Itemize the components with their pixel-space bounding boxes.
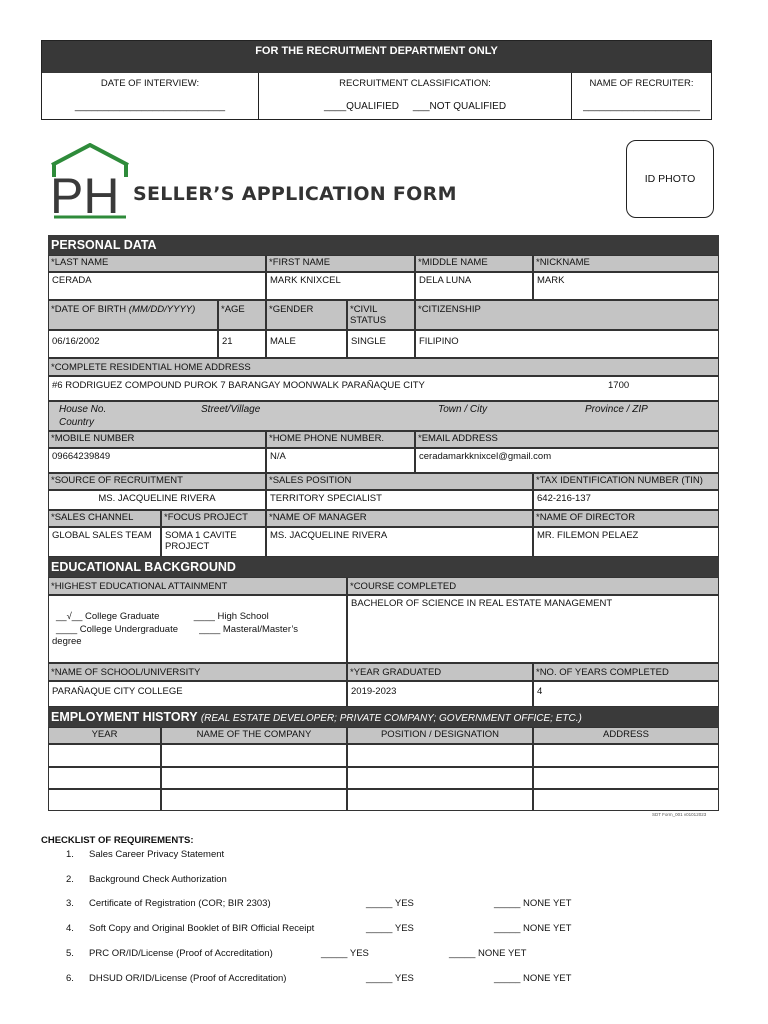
emp-cell[interactable] xyxy=(347,789,533,811)
emp-cell[interactable] xyxy=(48,789,161,811)
source-value[interactable]: MS. JACQUELINE RIVERA xyxy=(48,490,266,510)
emp-cell[interactable] xyxy=(533,744,719,767)
interview-date-field[interactable]: ___________________________ xyxy=(74,101,226,112)
tin-value[interactable]: 642-216-137 xyxy=(533,490,719,510)
course-label: *COURSE COMPLETED xyxy=(347,577,719,595)
form-code: SDT Form_001 v01012023 xyxy=(652,812,707,817)
classification-label: RECRUITMENT CLASSIFICATION: xyxy=(339,78,491,89)
yes-option[interactable]: _____ YES xyxy=(321,948,369,959)
attainment-line-1: __√__ College Graduate ____ High School xyxy=(56,611,269,622)
civil-status-value[interactable]: SINGLE xyxy=(347,330,415,358)
nickname-value[interactable]: MARK xyxy=(533,272,719,300)
emp-cell[interactable] xyxy=(161,744,347,767)
last-name-label: *LAST NAME xyxy=(48,255,266,272)
ph-logo xyxy=(50,143,130,219)
attainment-line-2: ____ College Undergraduate ____ Masteral/Master’s xyxy=(56,624,299,635)
id-photo-box[interactable]: ID PHOTO xyxy=(626,140,714,218)
address-value[interactable] xyxy=(48,376,719,401)
recruitment-header: FOR THE RECRUITMENT DEPARTMENT ONLY xyxy=(42,41,711,73)
email-value[interactable]: ceradamarkknixcel@gmail.com xyxy=(415,448,719,473)
mobile-value[interactable]: 09664239849 xyxy=(48,448,266,473)
dob-format: (MM/DD/YYYY) xyxy=(128,304,196,315)
middle-name-value[interactable]: DELA LUNA xyxy=(415,272,533,300)
emp-col-year: YEAR xyxy=(48,727,161,744)
checklist-title: CHECKLIST OF REQUIREMENTS: xyxy=(41,835,194,846)
emp-col-address: ADDRESS xyxy=(533,727,719,744)
employment-header xyxy=(48,707,719,727)
recruitment-box xyxy=(41,40,712,120)
last-name-value[interactable]: CERADA xyxy=(48,272,266,300)
classification-options[interactable]: ____QUALIFIED ___NOT QUALIFIED xyxy=(323,101,507,112)
mobile-label: *MOBILE NUMBER xyxy=(48,431,266,448)
interview-date-label: DATE OF INTERVIEW: xyxy=(100,78,200,89)
director-value[interactable]: MR. FILEMON PELAEZ xyxy=(533,527,719,557)
emp-col-company: NAME OF THE COMPANY xyxy=(161,727,347,744)
focus-project-value[interactable]: SOMA 1 CAVITE PROJECT xyxy=(161,527,266,557)
home-phone-label: *HOME PHONE NUMBER. xyxy=(266,431,415,448)
country-hint: Country xyxy=(59,417,95,428)
citizenship-value[interactable]: FILIPINO xyxy=(415,330,719,358)
sales-channel-label: *SALES CHANNEL xyxy=(48,510,161,527)
recruiter-label: NAME OF RECRUITER: xyxy=(589,78,694,89)
checklist-num: 3. xyxy=(66,898,74,909)
nickname-label: *NICKNAME xyxy=(533,255,719,272)
middle-name-label: *MIDDLE NAME xyxy=(415,255,533,272)
emp-col-position: POSITION / DESIGNATION xyxy=(347,727,533,744)
attainment-options[interactable] xyxy=(48,595,347,663)
classification-cell xyxy=(259,73,571,119)
recruiter-cell xyxy=(572,73,711,119)
checklist-text: DHSUD OR/ID/License (Proof of Accreditation) xyxy=(89,973,287,984)
emp-cell[interactable] xyxy=(48,744,161,767)
address-line: #6 RODRIGUEZ COMPOUND PUROK 7 BARANGAY MOONWALK PARAÑAQUE CITY xyxy=(52,380,425,391)
none-yet-option[interactable]: _____ NONE YET xyxy=(494,898,572,909)
attainment-label: *HIGHEST EDUCATIONAL ATTAINMENT xyxy=(48,577,347,595)
dob-label-text: *DATE OF BIRTH xyxy=(51,304,129,315)
none-yet-option[interactable]: _____ NONE YET xyxy=(494,923,572,934)
town-hint: Town / City xyxy=(438,404,488,415)
sales-channel-value[interactable]: GLOBAL SALES TEAM xyxy=(48,527,161,557)
none-yet-option[interactable]: _____ NONE YET xyxy=(494,973,572,984)
checklist-num: 1. xyxy=(66,849,74,860)
address-guide-row xyxy=(48,401,719,431)
checklist-num: 4. xyxy=(66,923,74,934)
logo-text: PH xyxy=(50,168,120,219)
years-completed-value[interactable]: 4 xyxy=(533,681,719,707)
attainment-line-3: degree xyxy=(52,636,82,647)
year-graduated-label: *YEAR GRADUATED xyxy=(347,663,533,681)
first-name-value[interactable]: MARK KNIXCEL xyxy=(266,272,415,300)
personal-data-header: PERSONAL DATA xyxy=(48,235,719,255)
dob-value[interactable]: 06/16/2002 xyxy=(48,330,218,358)
checklist-text: Background Check Authorization xyxy=(89,874,227,885)
province-hint: Province / ZIP xyxy=(585,404,648,415)
checklist-text: Sales Career Privacy Statement xyxy=(89,849,225,860)
none-yet-option[interactable]: _____ NONE YET xyxy=(449,948,527,959)
zip-value: 1700 xyxy=(608,380,630,391)
director-label: *NAME OF DIRECTOR xyxy=(533,510,719,527)
checklist-num: 2. xyxy=(66,874,74,885)
yes-option[interactable]: _____ YES xyxy=(366,898,414,909)
focus-project-label: *FOCUS PROJECT xyxy=(161,510,266,527)
course-value[interactable]: BACHELOR OF SCIENCE IN REAL ESTATE MANAGEMENT xyxy=(347,595,719,663)
yes-option[interactable]: _____ YES xyxy=(366,973,414,984)
citizenship-label: *CITIZENSHIP xyxy=(415,300,719,330)
checklist-text: PRC OR/ID/License (Proof of Accreditation) xyxy=(89,948,273,959)
checklist-text: Soft Copy and Original Booklet of BIR Official Receipt xyxy=(89,923,315,934)
school-value[interactable]: PARAÑAQUE CITY COLLEGE xyxy=(48,681,347,707)
emp-cell[interactable] xyxy=(533,767,719,789)
checklist-num: 6. xyxy=(66,973,74,984)
emp-cell[interactable] xyxy=(533,789,719,811)
first-name-label: *FIRST NAME xyxy=(266,255,415,272)
employment-title: EMPLOYMENT HISTORY xyxy=(51,710,198,724)
yes-option[interactable]: _____ YES xyxy=(366,923,414,934)
emp-cell[interactable] xyxy=(347,767,533,789)
sales-position-value[interactable]: TERRITORY SPECIALIST xyxy=(266,490,533,510)
address-label: *COMPLETE RESIDENTIAL HOME ADDRESS xyxy=(48,358,719,376)
checklist-num: 5. xyxy=(66,948,74,959)
manager-value[interactable]: MS. JACQUELINE RIVERA xyxy=(266,527,533,557)
street-hint: Street/Village xyxy=(201,404,261,415)
age-label: *AGE xyxy=(218,300,266,330)
employment-note: (REAL ESTATE DEVELOPER; PRIVATE COMPANY; GOVERNMENT OFFICE; ETC.) xyxy=(200,713,582,724)
school-label: *NAME OF SCHOOL/UNIVERSITY xyxy=(48,663,347,681)
interview-date-cell xyxy=(42,73,258,119)
source-label: *SOURCE OF RECRUITMENT xyxy=(48,473,266,490)
tin-label: *TAX IDENTIFICATION NUMBER (TIN) xyxy=(533,473,719,490)
age-value[interactable]: 21 xyxy=(218,330,266,358)
emp-cell[interactable] xyxy=(161,789,347,811)
emp-cell[interactable] xyxy=(161,767,347,789)
recruiter-field[interactable]: _____________________ xyxy=(583,101,700,112)
gender-label: *GENDER xyxy=(266,300,347,330)
manager-label: *NAME OF MANAGER xyxy=(266,510,533,527)
year-graduated-value[interactable]: 2019-2023 xyxy=(347,681,533,707)
education-header: EDUCATIONAL BACKGROUND xyxy=(48,557,719,577)
form-title: SELLER’S APPLICATION FORM xyxy=(133,183,457,205)
civil-status-label: *CIVIL STATUS xyxy=(347,300,415,330)
email-label: *EMAIL ADDRESS xyxy=(415,431,719,448)
home-phone-value[interactable]: N/A xyxy=(266,448,415,473)
dob-label xyxy=(48,300,218,330)
years-completed-label: *NO. OF YEARS COMPLETED xyxy=(533,663,719,681)
emp-cell[interactable] xyxy=(347,744,533,767)
checklist-text: Certificate of Registration (COR; BIR 2303) xyxy=(89,898,271,909)
gender-value[interactable]: MALE xyxy=(266,330,347,358)
emp-cell[interactable] xyxy=(48,767,161,789)
house-no-hint: House No. xyxy=(59,404,107,415)
sales-position-label: *SALES POSITION xyxy=(266,473,533,490)
